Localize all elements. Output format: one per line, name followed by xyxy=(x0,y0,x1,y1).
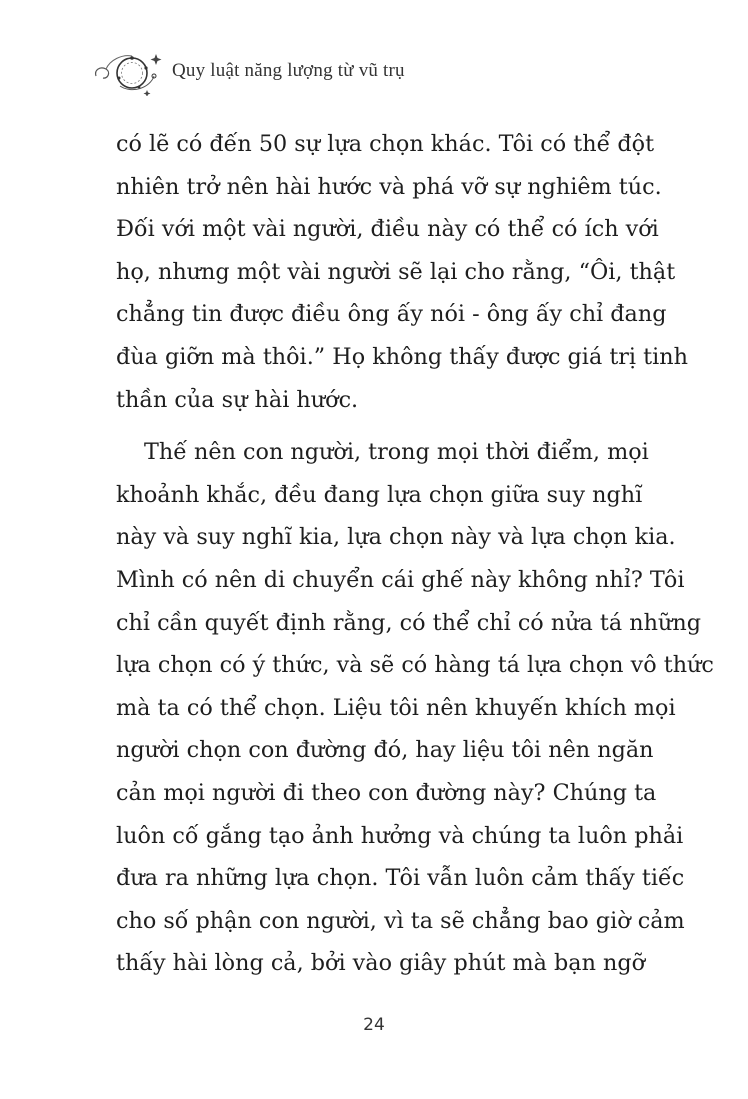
text-line: chỉ cần quyết định rằng, có thể chỉ có nửa tá những xyxy=(116,609,701,636)
running-header xyxy=(92,46,405,96)
text-line: Thế nên con người, trong mọi thời điểm, mọi xyxy=(144,439,649,466)
text-line: Mình có nên di chuyển cái ghế này không nhỉ? Tôi xyxy=(116,566,685,593)
paragraph xyxy=(116,431,714,985)
text-line: thần của sự hài hước. xyxy=(116,386,359,413)
text-line: có lẽ có đến 50 sự lựa chọn khác. Tôi có thể đột xyxy=(116,131,655,157)
text-line: đưa ra những lựa chọn. Tôi vẫn luôn cảm thấy tiếc xyxy=(116,865,685,892)
text-line: Đối với một vài người, điều này có thể có ích với xyxy=(116,216,659,243)
text-line: đùa giỡn mà thôi.” Họ không thấy được giá trị tinh xyxy=(116,343,688,370)
text-line: chẳng tin được điều ông ấy nói - ông ấy chỉ đang xyxy=(116,301,667,328)
text-line: lựa chọn có ý thức, và sẽ có hàng tá lựa chọn vô thức xyxy=(116,652,714,679)
page-number: 24 xyxy=(363,1015,385,1035)
text-line: luôn cố gắng tạo ảnh hưởng và chúng ta luôn phải xyxy=(116,822,684,849)
text-line: cho số phận con người, vì ta sẽ chẳng bao giờ cảm xyxy=(116,907,685,934)
paragraph-spacer xyxy=(116,421,631,431)
body-text xyxy=(116,123,714,985)
text-line: khoảnh khắc, đều đang lựa chọn giữa suy nghĩ xyxy=(116,481,643,508)
text-line: người chọn con đường đó, hay liệu tôi nên ngăn xyxy=(116,737,654,764)
text-line: họ, nhưng một vài người sẽ lại cho rằng, “Ôi, thật xyxy=(116,258,676,285)
text-line: thấy hài lòng cả, bởi vào giây phút mà bạn ngỡ xyxy=(116,950,646,977)
text-line: nhiên trở nên hài hước và phá vỡ sự nghiêm túc. xyxy=(116,173,662,200)
text-line: mà ta có thể chọn. Liệu tôi nên khuyến khích mọi xyxy=(116,694,676,721)
running-title: Quy luật năng lượng từ vũ trụ xyxy=(172,60,405,81)
celestial-swirl-ornament-icon xyxy=(92,46,164,96)
paragraph xyxy=(116,123,688,421)
text-line: này và suy nghĩ kia, lựa chọn này và lựa chọn kia. xyxy=(116,524,676,551)
text-line: cản mọi người đi theo con đường này? Chúng ta xyxy=(116,779,657,806)
